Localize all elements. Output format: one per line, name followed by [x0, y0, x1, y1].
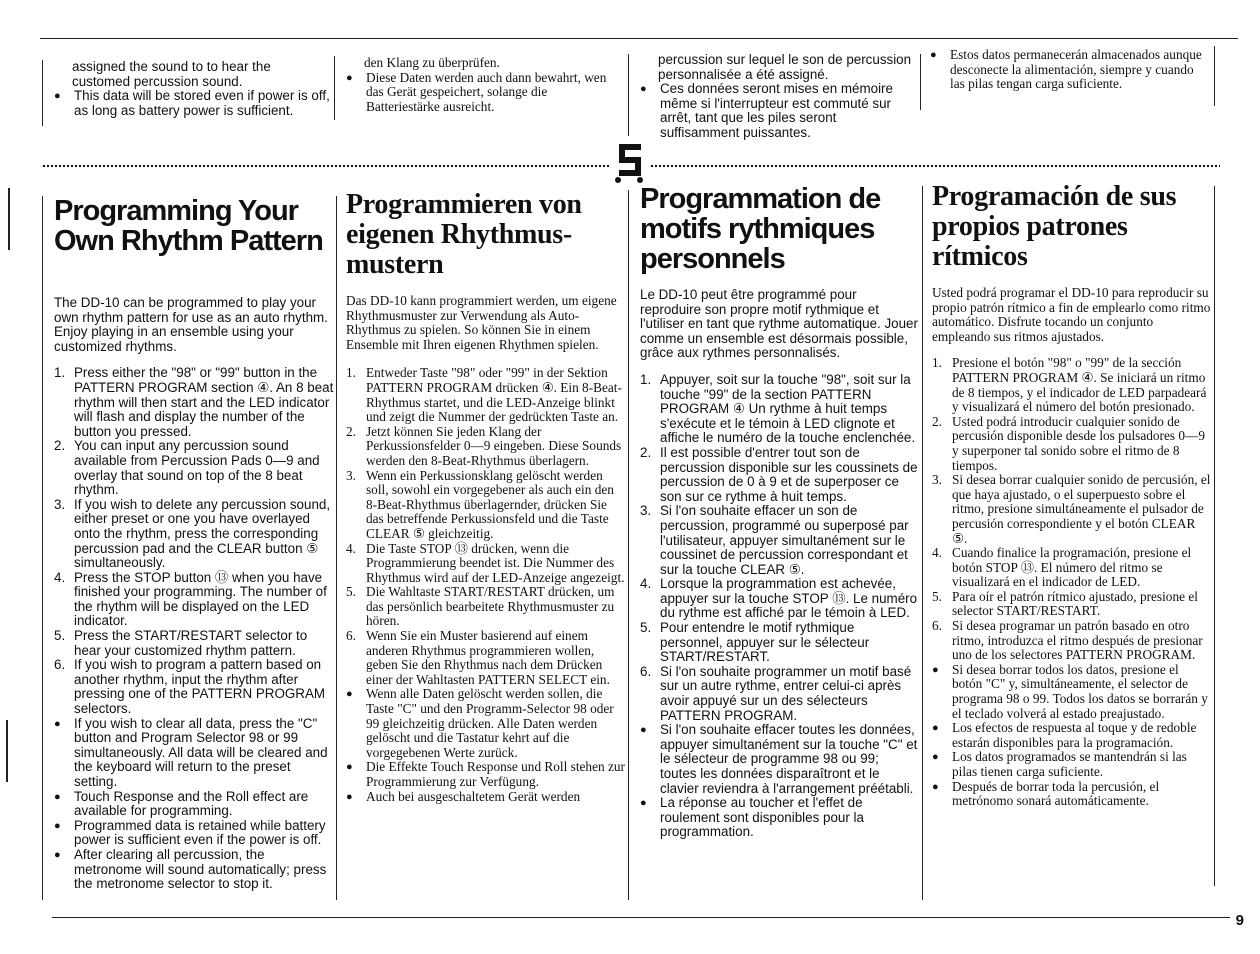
top-de-text: den Klang zu überprüfen. — [364, 55, 500, 70]
col-rule-2 — [336, 196, 337, 900]
step-number: 5. — [640, 620, 652, 636]
step-text: Appuyer, soit sur la touche "98", soit sur la touche "99" de la section PATTERN PROGRAM ④ Un rythme à huit temps s'exécute et le témoin à LED clignote et affiche le numéro de la touche enclenchée. — [660, 371, 916, 446]
step-number: 4. — [54, 569, 66, 585]
note-bullet: ● Die Effekte Touch Response und Roll stehen zur Programmierung zur Verfügung. — [346, 760, 626, 789]
bottom-rule — [52, 917, 1230, 918]
step-item — [346, 469, 626, 542]
step-number: 1. — [640, 371, 652, 387]
step-text: If you wish to program a pattern based on another rhythm, input the rhythm after pressing one of the PATTERN PROGRAM selectors. — [74, 657, 326, 717]
step-text: Para oír el patrón rítmico ajustado, presione el selector START/RESTART. — [952, 588, 1198, 619]
section-title-de: Programmieren von eigenen Rhythmus-mustern — [346, 189, 582, 280]
step-number: 6. — [346, 628, 356, 644]
section-title-en: Programming Your Own Rhythm Pattern — [54, 195, 323, 257]
step-text: Wenn Sie ein Muster basierend auf einem anderen Rhythmus programmieren wollen, geben Sie den Rhythmus nach dem Drücken einer der Wahltasten PATTERN SELECT ein. — [366, 628, 610, 687]
intro-en: The DD-10 can be programmed to play your own rhythm pattern for use as an auto rhythm. Enjoy playing in an ensemble using your customized rhythms. — [54, 295, 328, 354]
step-item — [932, 619, 1212, 663]
step-number: 6. — [640, 663, 652, 679]
note-bullet: ● Touch Response and the Roll effect are available for programming. — [54, 790, 334, 819]
top-en-bullet: ● This data will be stored even if power is off, as long as battery power is sufficient. — [54, 89, 330, 118]
step-number: 5. — [346, 584, 356, 600]
dotted-separator-left — [42, 164, 610, 168]
note-bullet: ● Los efectos de respuesta al toque y de redoble estarán disponibles para la programación. — [932, 721, 1212, 750]
top-de-bullet: ● Diese Daten werden auch dann bewahrt, wen das Gerät gespeichert, solange die Batteriestärke ausreicht. — [346, 71, 622, 115]
step-item — [932, 590, 1212, 619]
step-item — [54, 571, 334, 629]
intro-de: Das DD-10 kann programmiert werden, um eigene Rhythmusmuster zur Verwendung als Auto-Rhythmus zu spielen. So können Sie in einem Ensemble mit Ihren eigenen Rhythmen spielen. — [346, 293, 617, 352]
step-text: Press the START/RESTART selector to hear your customized rhythm pattern. — [74, 628, 308, 658]
step-number: 2. — [640, 444, 652, 460]
top-en-text: assigned the sound to to hear the customed percussion sound. — [72, 59, 271, 89]
step-number: 1. — [346, 365, 356, 381]
section-mark-icon — [611, 140, 647, 185]
step-number: 4. — [932, 545, 942, 561]
note-bullet: ● La réponse au toucher et l'effet de roulement sont disponibles pour la programmation. — [640, 796, 918, 840]
col-rule-4 — [922, 186, 923, 900]
step-text: Press the STOP button ⑬ when you have finished your programming. The number of the rhythm will be displayed on the LED indicator. — [74, 569, 327, 629]
step-number: 5. — [932, 588, 942, 604]
section-title-fr: Programmation de motifs rythmiques personnels — [640, 183, 881, 275]
top-rule — [40, 38, 1238, 39]
steps-en — [54, 366, 334, 716]
step-number: 5. — [54, 628, 66, 644]
step-number: 1. — [54, 365, 66, 381]
step-item — [932, 546, 1212, 590]
notes-de — [346, 687, 626, 804]
top-continuation-de — [346, 56, 622, 114]
top-col-rule-5 — [1214, 46, 1215, 106]
notes-es — [932, 663, 1212, 809]
step-text: Si l'on souhaite programmer un motif basé sur un autre rythme, entrer celui-ci après avoir appuyé sur un des sélecteurs PATTERN PROGRAM. — [660, 663, 912, 723]
col-rule-5 — [1214, 186, 1215, 886]
col-rule-3 — [628, 190, 629, 900]
step-item — [932, 356, 1212, 414]
step-text: Jetzt können Sie jeden Klang der Perkussionsfelder 0—9 eingeben. Diese Sounds werden den 8-Beat-Rhythmus überlagern. — [366, 423, 622, 468]
dotted-separator-right — [650, 164, 1220, 168]
note-bullet: ● Los datos programados se mantendrán si las pilas tienen carga suficiente. — [932, 750, 1212, 779]
note-bullet: ● Wenn alle Daten gelöscht werden sollen, die Taste "C" und den Programm-Selector 98 oder 99 gleichzeitig drücken. Alle Daten werden gelöscht und die Tastatur kehrt auf die vorgegebenen Werte zurück. — [346, 687, 626, 760]
step-item — [54, 498, 334, 571]
binding-mark-bottom — [6, 720, 8, 782]
step-text: Entweder Taste "98" oder "99" in der Sektion PATTERN PROGRAM drücken ④. Ein 8-Beat-Rhythmus startet, und die LED-Anzeige blinkt und zeigt die Nummer der gedrückten Taste an. — [366, 365, 622, 425]
step-item — [640, 446, 918, 504]
step-text: Si desea borrar cualquier sonido de percusión, el que haya ajustado, o el superpuesto sobre el ritmo, presione simultáneamente el pulsador de percusión correspondiente y el botón CLEAR ⑤. — [952, 472, 1211, 546]
step-number: 2. — [346, 423, 356, 439]
note-bullet: ● Si l'on souhaite effacer toutes les données, appuyer simultanément sur la touche "C" et le sélecteur de programme 98 ou 99; toutes les données disparaîtront et le clavier reviendra à l'arrangement préétabli. — [640, 723, 918, 796]
step-number: 6. — [54, 657, 66, 673]
step-item — [346, 542, 626, 586]
notes-fr — [640, 723, 918, 840]
column-english — [54, 196, 334, 892]
step-text: Usted podrá introducir cualquier sonido de percusión disponible desde los pulsadores 0—9 y superponer tal sonido sobre el ritmo de 8 tiempos. — [952, 413, 1205, 473]
step-number: 6. — [932, 618, 942, 634]
step-text: Die Taste STOP ⑬ drücken, wenn die Programmierung beendet ist. Die Nummer des Rhythmus wird auf der LED-Anzeige angezeigt. — [366, 540, 625, 585]
step-item — [932, 473, 1212, 546]
step-text: You can input any percussion sound available from Percussion Pads 0—9 and overlay that sound on top of the 8 beat rhythm. — [74, 438, 320, 498]
top-col-rule-1 — [42, 60, 43, 126]
section-title-es: Programación de sus propios patrones rítmicos — [932, 181, 1177, 272]
note-bullet: ● Después de borrar toda la percusión, el metrónomo sonará automáticamente. — [932, 780, 1212, 809]
column-french — [640, 184, 918, 840]
top-fr-text: percussion sur lequel le son de percussion personnalisée a été assigné. — [658, 52, 912, 82]
step-text: Cuando finalice la programación, presione el botón STOP ⑬. El número del ritmo se visualizará en el indicador de LED. — [952, 545, 1192, 590]
step-text: If you wish to delete any percussion sound, either preset or one you have overlayed onto the rhythm, press the corresponding percussion pad and the CLEAR button ⑤ simultaneously. — [74, 496, 331, 571]
step-number: 3. — [54, 496, 66, 512]
step-item — [640, 373, 918, 446]
top-continuation-es — [930, 48, 1210, 92]
step-text: Lorsque la programmation est achevée, appuyer sur la touche STOP ⑬. Le numéro du rythme est affiché par le témoin à LED. — [660, 576, 918, 621]
intro-es: Usted podrá programar el DD-10 para reproducir su propio patrón rítmico a fin de emplearlo como ritmo automático. Disfrute tocando un conjunto empleando sus ritmos ajustados. — [932, 285, 1211, 344]
intro-fr: Le DD-10 peut être programmé pour reproduire son propre motif rythmique et l'utiliser en tant que rythme automatique. Jouer comme un ensemble est désormais possible, grâce aux rythmes personnalisés. — [640, 287, 918, 361]
step-item — [346, 366, 626, 424]
step-number: 4. — [640, 576, 652, 592]
step-item — [54, 366, 334, 439]
steps-fr — [640, 373, 918, 723]
step-text: Press either the "98" or "99" button in the PATTERN PROGRAM section ④. An 8 beat rhythm will then start and the LED indicator will flash and display the number of the button you pressed. — [74, 365, 334, 439]
top-continuation-en — [54, 60, 330, 118]
step-item — [346, 585, 626, 629]
steps-de — [346, 366, 626, 687]
step-item — [54, 658, 334, 716]
step-text: Si desea programar un patrón basado en otro ritmo, introduzca el ritmo después de presionar uno de los selectores PATTERN PROGRAM. — [952, 618, 1203, 663]
step-number: 3. — [932, 472, 942, 488]
step-text: Pour entendre le motif rythmique personnel, appuyer sur le sélecteur START/RESTART. — [660, 620, 870, 665]
step-number: 1. — [932, 355, 942, 371]
note-bullet: ● Programmed data is retained while battery power is sufficient even if the power is off. — [54, 819, 334, 848]
note-bullet: ● If you wish to clear all data, press the "C" button and Program Selector 98 or 99 simultaneously. All data will be cleared and the keyboard will return to the preset setting. — [54, 717, 334, 790]
step-text: Presione el botón "98" o "99" de la sección PATTERN PROGRAM ④. Se iniciará un ritmo de 8 tiempos, y el indicador de LED parpadeará y visualizará el número del botón presionado. — [952, 355, 1207, 415]
note-bullet: ● Si desea borrar todos los datos, presione el botón "C" y, simultáneamente, el selector de programa 98 o 99. Todos los datos se borrarán y el teclado volverá al estado preajustado. — [932, 663, 1212, 721]
step-item — [640, 577, 918, 621]
step-item — [640, 665, 918, 723]
steps-es — [932, 356, 1212, 662]
step-item — [346, 425, 626, 469]
step-number: 4. — [346, 540, 356, 556]
binding-mark-top — [8, 188, 10, 250]
step-text: Wenn ein Perkussionsklang gelöscht werden soll, sowohl ein vorgegebener als auch ein den 8-Beat-Rhythmus überlagernder, drücken Sie das betreffende Perkussionsfeld und die Taste CLEAR ⑤ gleichzeitig. — [366, 467, 614, 541]
note-bullet: ● After clearing all percussion, the metronome will sound automatically; press the metronome selector to stop it. — [54, 848, 334, 892]
step-item — [54, 439, 334, 497]
top-fr-bullet: ● Ces données seront mises en mémoire même si l'interrupteur est commuté sur arrêt, tant que les piles seront suffisamment puissantes. — [640, 82, 912, 140]
top-es-bullet: ● Estos datos permanecerán almacenados aunque desconecte la alimentación, siempre y cuando las pilas tengan carga suficiente. — [930, 48, 1210, 92]
note-bullet: ● Auch bei ausgeschaltetem Gerät werden — [346, 790, 626, 805]
top-col-rule-2 — [334, 56, 335, 120]
step-text: Die Wahltaste START/RESTART drücken, um das persönlich bearbeitete Rhythmusmuster zu hören. — [366, 584, 615, 629]
step-number: 3. — [346, 467, 356, 483]
top-col-rule-3 — [628, 54, 629, 136]
step-item — [54, 629, 334, 658]
page-number: 9 — [1235, 912, 1244, 929]
column-spanish — [932, 182, 1212, 809]
step-item — [640, 504, 918, 577]
col-rule-1 — [42, 196, 43, 900]
top-continuation-fr — [640, 53, 912, 141]
step-item — [346, 629, 626, 687]
step-number: 2. — [54, 438, 66, 454]
step-item — [932, 415, 1212, 473]
step-text: Il est possible d'entrer tout son de percussion disponible sur les coussinets de percussion de 0 à 9 et de superposer ce son sur ce rythme à huit temps. — [660, 444, 918, 504]
step-number: 2. — [932, 413, 942, 429]
notes-en — [54, 717, 334, 892]
step-text: Si l'on souhaite effacer un son de percussion, programmé ou superposé par l'utilisateur, appuyer simultanément sur le coussinet de percussion correspondant et sur la touche CLEAR ⑤. — [660, 503, 909, 577]
step-item — [640, 621, 918, 665]
step-number: 3. — [640, 503, 652, 519]
column-german — [346, 190, 626, 804]
top-col-rule-4 — [920, 54, 921, 110]
